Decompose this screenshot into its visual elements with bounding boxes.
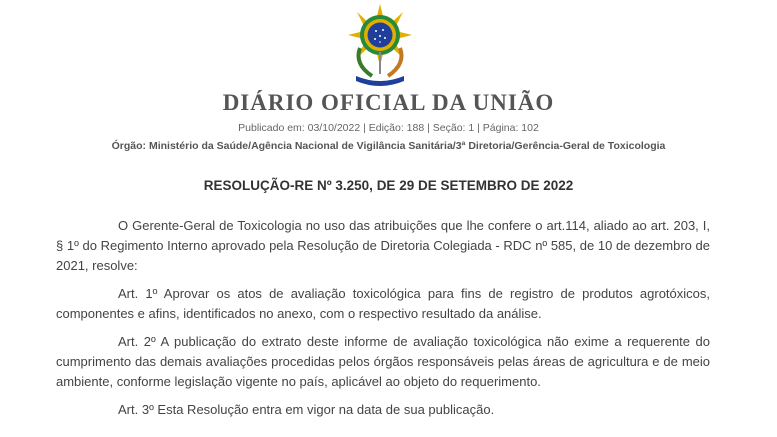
document-body — [56, 216, 710, 428]
page-title: DIÁRIO OFICIAL DA UNIÃO — [222, 90, 555, 115]
publication-info: Publicado em: 03/10/2022 | Edição: 188 | Seção: 1 | Página: 102 — [238, 122, 539, 134]
brazil-coat-of-arms-icon — [346, 4, 414, 86]
paragraph-art-2: Art. 2º A publicação do extrato deste informe de avaliação toxicológica não exime a requerente do cumprimento das demais avaliações procedidas pelos órgãos responsáveis pelas áreas de agricultura e de meio ambiente, conforme legislação vigente no país, aplicável ao objeto do requerimento. — [56, 334, 710, 389]
paragraph-art-3: Art. 3º Esta Resolução entra em vigor na data de sua publicação. — [118, 402, 495, 417]
paragraph-preamble: O Gerente-Geral de Toxicologia no uso das atribuições que lhe confere o art.114, aliado ao art. 203, I, § 1º do Regimento Interno aprovado pela Resolução de Diretoria Colegiada - RDC nº 585, de 10 de dezembro de 2021, resolve: — [56, 218, 710, 273]
issuing-organ: Órgão: Ministério da Saúde/Agência Nacional de Vigilância Sanitária/3ª Diretoria/Gerência-Geral de Toxicologia — [111, 140, 666, 152]
paragraph-art-1: Art. 1º Aprovar os atos de avaliação toxicológica para fins de registro de produtos agrotóxicos, componentes e afins, identificados no anexo, com o respectivo resultado da análise. — [56, 286, 710, 321]
resolution-heading: RESOLUÇÃO-RE Nº 3.250, DE 29 DE SETEMBRO DE 2022 — [203, 178, 574, 193]
